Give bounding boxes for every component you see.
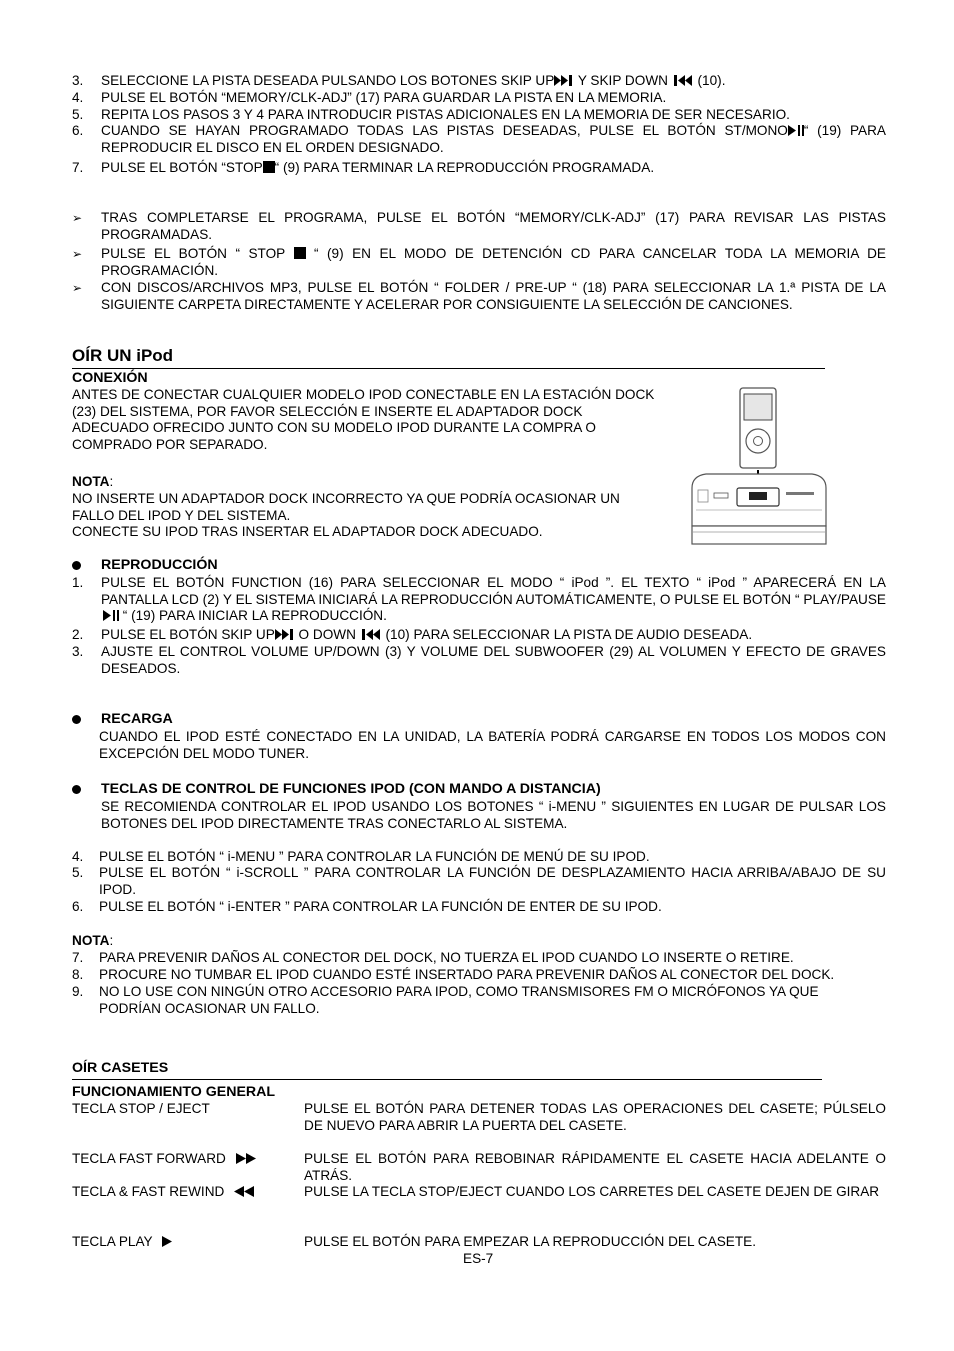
note-label: NOTA: [72, 933, 114, 948]
note-item [72, 210, 886, 244]
program-step [72, 73, 886, 90]
section-title-ipod: OÍR UN iPod [72, 346, 174, 365]
remote-step [72, 865, 886, 899]
stop-icon [263, 161, 275, 173]
note-label: NOTA: [72, 474, 114, 489]
step-number: 7. [72, 950, 84, 965]
step-number: 8. [72, 967, 84, 982]
note-item [72, 246, 886, 280]
remote-step [72, 899, 886, 916]
remote-text: SE RECOMIENDA CONTROLAR EL IPOD USANDO LOS BOTONES “ i-MENU ” SIGUIENTES EN LUGAR DE PULSAR LOS BOTONES DEL IPOD DIRECTAMENTE TRAS CONECTARLO AL SISTEMA. [101, 799, 886, 831]
step-number: 9. [72, 984, 84, 999]
remote-heading: TECLAS DE CONTROL DE FUNCIONES IPOD (CON MANDO A DISTANCIA) [101, 781, 601, 797]
arrow-bullet-icon: ➢ [72, 211, 83, 225]
note-step [72, 950, 886, 967]
bullet-icon [72, 715, 81, 724]
remote-step [72, 849, 886, 866]
playback-step [72, 575, 886, 626]
step-number: 1. [72, 575, 84, 590]
step-number: 7. [72, 160, 84, 175]
step-number: 6. [72, 899, 84, 914]
key-label: TECLA PLAY [72, 1234, 174, 1251]
step-number: 3. [72, 73, 84, 88]
section-rule [72, 1079, 822, 1080]
skip-up-icon [554, 75, 574, 86]
step-number: 5. [72, 107, 84, 122]
skip-down-icon [672, 75, 694, 86]
step-text: PULSE EL BOTÓN “ i-SCROLL ” PARA CONTROLAR LA FUNCIÓN DE DESPLAZAMIENTO HACIA ARRIBA/ABAJO DE SU IPOD. [99, 865, 886, 897]
skip-down-icon [360, 629, 382, 640]
step-number: 4. [72, 90, 84, 105]
note-text: NO INSERTE UN ADAPTADOR DOCK INCORRECTO YA QUE PODRÍA OCASIONAR UN FALLO DEL IPOD Y DEL SISTEMA. [72, 491, 620, 523]
key-label: TECLA FAST FORWARD [72, 1151, 260, 1168]
note-step [72, 967, 886, 984]
key-label: TECLA & FAST REWIND [72, 1184, 256, 1201]
ipod-dock-illustration [686, 386, 832, 550]
step-text: PROCURE NO TUMBAR EL IPOD CUANDO ESTÉ INSERTADO PARA PREVENIR DAÑOS AL CONECTOR DEL DOCK. [99, 967, 835, 982]
key-description: PULSE EL BOTÓN PARA DETENER TODAS LAS OPERACIONES DEL CASETE; PÚLSELO DE NUEVO PARA ABRIR LA PUERTA DEL CASETE. [304, 1101, 886, 1133]
charge-text: CUANDO EL IPOD ESTÉ CONECTADO EN LA UNIDAD, LA BATERÍA PODRÁ CARGARSE EN TODOS LOS MODOS CON EXCEPCIÓN DEL MODO TUNER. [99, 729, 886, 761]
page-number: ES-7 [463, 1251, 494, 1266]
step-text: CUANDO SE HAYAN PROGRAMADO TODAS LAS PISTAS DESEADAS, PULSE EL BOTÓN ST/MONO “ (19) PARA REPRODUCIR EL DISCO EN EL ORDEN DESIGNADO. [101, 123, 886, 155]
step-text: PULSE EL BOTÓN “ i-MENU ” PARA CONTROLAR LA FUNCIÓN DE MENÚ DE SU IPOD. [99, 849, 650, 864]
stop-icon [294, 247, 306, 259]
step-text: AJUSTE EL CONTROL VOLUME UP/DOWN (3) Y VOLUME DEL SUBWOOFER (29) AL VOLUMEN Y EFECTO DE GRAVES DESEADOS. [101, 644, 886, 676]
playback-step [72, 644, 886, 678]
playback-heading: REPRODUCCIÓN [101, 557, 218, 573]
note-step [72, 984, 886, 1018]
key-description: PULSE EL BOTÓN PARA REBOBINAR RÁPIDAMENTE EL CASETE HACIA ADELANTE O ATRÁS. [304, 1151, 886, 1183]
play-icon [160, 1236, 174, 1247]
step-text: PULSE EL BOTÓN FUNCTION (16) PARA SELECCIONAR EL MODO “ iPod ”. EL TEXTO “ iPod ” APARECERÁ EN LA PANTALLA LCD (2) Y EL SISTEMA INICIARÁ LA REPRODUCCIÓN AUTOMÁTICAMENTE, O PULSE EL BOTÓN “ PLAY/PAUSE “ (19) PARA INICIAR LA REPRODUCCIÓN. [101, 575, 886, 623]
step-number: 5. [72, 865, 84, 880]
step-text: PULSE EL BOTÓN “MEMORY/CLK-ADJ” (17) PARA GUARDAR LA PISTA EN LA MEMORIA. [101, 90, 667, 105]
note-text: PULSE EL BOTÓN “ STOP “ (9) EN EL MODO DE DETENCIÓN CD PARA CANCELAR TODA LA MEMORIA DE PROGRAMACIÓN. [101, 246, 887, 278]
program-step [72, 90, 886, 107]
step-text: REPITA LOS PASOS 3 Y 4 PARA INTRODUCIR PISTAS ADICIONALES EN LA MEMORIA DE SER NECESARIO. [101, 107, 790, 122]
step-number: 6. [72, 123, 84, 138]
step-number: 4. [72, 849, 84, 864]
step-text: SELECCIONE LA PISTA DESEADA PULSANDO LOS BOTONES SKIP UP Y SKIP DOWN (10). [101, 73, 726, 88]
step-text: PULSE EL BOTÓN SKIP UP O DOWN (10) PARA SELECCIONAR LA PISTA DE AUDIO DESEADA. [101, 627, 753, 642]
connection-text: ANTES DE CONECTAR CUALQUIER MODELO IPOD CONECTABLE EN LA ESTACIÓN DOCK (23) DEL SISTEMA, POR FAVOR SELECCIÓN E INSERTE EL ADAPTADOR DOCK ADECUADO OFRECIDO JUNTO CON SU MODELO IPOD DURANTE LA COMPRA O COMPRADO POR SEPARADO. [72, 387, 655, 452]
rewind-icon [232, 1186, 256, 1197]
general-heading: FUNCIONAMIENTO GENERAL [72, 1084, 276, 1100]
step-text: PULSE EL BOTÓN “STOP “ (9) PARA TERMINAR LA REPRODUCCIÓN PROGRAMADA. [101, 160, 655, 175]
fast-forward-icon [236, 1153, 260, 1164]
note-text: TRAS COMPLETARSE EL PROGRAMA, PULSE EL BOTÓN “MEMORY/CLK-ADJ” (17) PARA REVISAR LAS PISTAS PROGRAMADAS. [101, 210, 886, 242]
note-item [72, 280, 886, 314]
step-number: 3. [72, 644, 84, 659]
step-text: PARA PREVENIR DAÑOS AL CONECTOR DEL DOCK, NO TUERZA EL IPOD CUANDO LO INSERTE O RETIRE. [99, 950, 794, 965]
skip-up-icon [275, 629, 295, 640]
bullet-icon [72, 561, 81, 570]
key-description: PULSE LA TECLA STOP/EJECT CUANDO LOS CARRETES DEL CASETE DEJEN DE GIRAR [304, 1184, 880, 1199]
section-title-cassette: OÍR CASETES [72, 1060, 169, 1076]
key-description: PULSE EL BOTÓN PARA EMPEZAR LA REPRODUCCIÓN DEL CASETE. [304, 1234, 756, 1249]
key-label: TECLA STOP / EJECT [72, 1101, 210, 1116]
bullet-icon [72, 785, 81, 794]
section-rule [72, 368, 825, 369]
step-number: 2. [72, 627, 84, 642]
step-text: PULSE EL BOTÓN “ i-ENTER ” PARA CONTROLAR LA FUNCIÓN DE ENTER DE SU IPOD. [99, 899, 662, 914]
charge-heading: RECARGA [101, 711, 173, 727]
note-text: CONECTE SU IPOD TRAS INSERTAR EL ADAPTADOR DOCK ADECUADO. [72, 524, 543, 539]
program-step [72, 123, 886, 157]
program-step [72, 107, 886, 124]
arrow-bullet-icon: ➢ [72, 281, 83, 295]
play-pause-icon [788, 125, 804, 136]
arrow-bullet-icon: ➢ [72, 247, 83, 261]
program-step [72, 160, 886, 177]
note-text: CON DISCOS/ARCHIVOS MP3, PULSE EL BOTÓN “ FOLDER / PRE-UP “ (18) PARA SELECCIONAR LA 1.ª PISTA DE LA SIGUIENTE CARPETA DIRECTAMENTE Y ACELERAR POR CONSIGUIENTE LA SELECCIÓN DE CANCIONES. [101, 280, 886, 312]
connection-heading: CONEXIÓN [72, 370, 148, 386]
playback-step [72, 627, 886, 644]
step-text: NO LO USE CON NINGÚN OTRO ACCESORIO PARA IPOD, COMO TRANSMISORES FM O MICRÓFONOS YA QUE PODRÍAN OCASIONAR UN FALLO. [99, 984, 819, 1016]
play-pause-icon [101, 610, 119, 621]
